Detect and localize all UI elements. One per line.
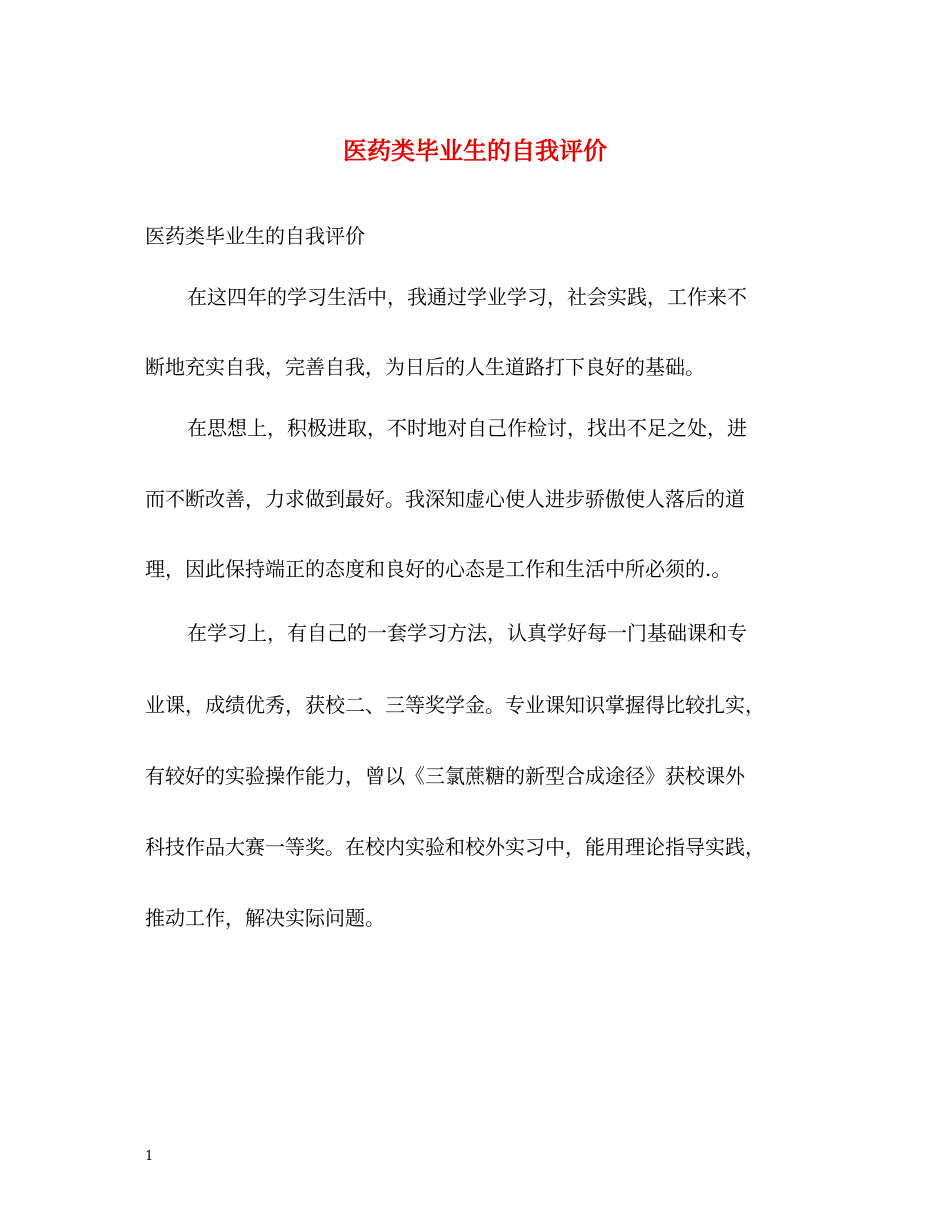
- paragraph-2-line-2: 而不断改善，力求做到最好。我深知虚心使人进步骄傲使人落后的道: [145, 487, 745, 511]
- document-subtitle: 医药类毕业生的自我评价: [145, 224, 365, 248]
- paragraph-2-line-3: 理，因此保持端正的态度和良好的心态是工作和生活中所必须的.。: [145, 557, 732, 581]
- paragraph-3-line-1: 在学习上，有自己的一套学习方法，认真学好每一门基础课和专: [187, 621, 747, 645]
- paragraph-3-line-2: 业课，成绩优秀，获校二、三等奖学金。专业课知识掌握得比较扎实，: [145, 693, 765, 717]
- document-title: 医药类毕业生的自我评价: [343, 136, 607, 165]
- paragraph-1-line-2: 断地充实自我，完善自我，为日后的人生道路打下良好的基础。: [145, 355, 705, 379]
- paragraph-3-line-5: 推动工作，解决实际问题。: [145, 906, 385, 930]
- paragraph-3-line-3: 有较好的实验操作能力，曾以《三氯蔗糖的新型合成途径》获校课外: [145, 764, 745, 788]
- paragraph-3-line-4: 科技作品大赛一等奖。在校内实验和校外实习中，能用理论指导实践，: [145, 835, 765, 859]
- paragraph-2-line-1: 在思想上，积极进取，不时地对自己作检讨，找出不足之处，进: [187, 416, 747, 440]
- page-number: 1: [145, 1149, 154, 1164]
- paragraph-1-line-1: 在这四年的学习生活中，我通过学业学习，社会实践，工作来不: [187, 285, 747, 309]
